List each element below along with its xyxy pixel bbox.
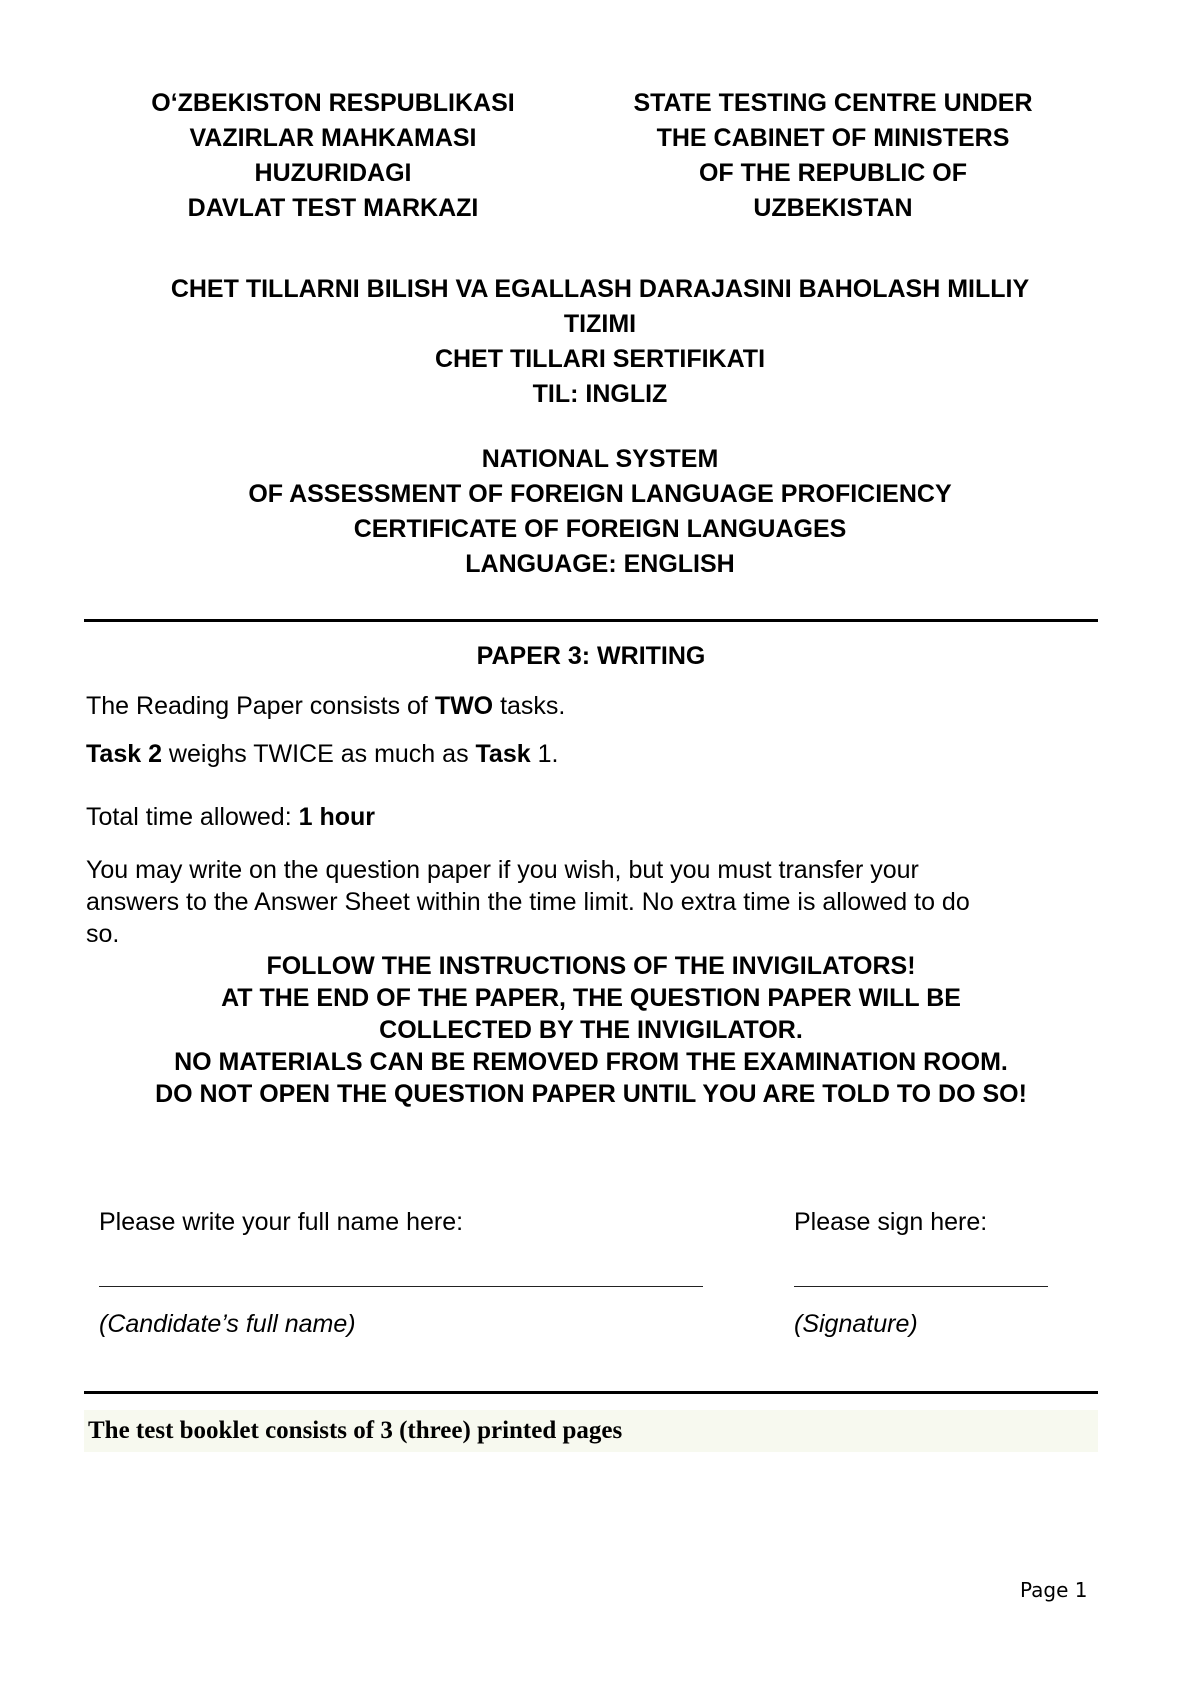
title-line: NATIONAL SYSTEM [481,445,719,473]
transfer-instructions [86,854,1100,950]
header-line: HUZURIDAGI [254,159,412,187]
paragraph-line: so. [86,920,120,948]
full-name-caption: (Candidate’s full name) [99,1310,356,1338]
title-line: CERTIFICATE OF FOREIGN LANGUAGES [353,515,847,543]
header-line: VAZIRLAR MAHKAMASI [189,124,477,152]
header-line: DAVLAT TEST MARKAZI [187,194,479,222]
signature-field[interactable] [794,1264,1048,1287]
warning-line: DO NOT OPEN THE QUESTION PAPER UNTIL YOU ARE TOLD TO DO SO! [155,1080,1027,1108]
note-text: The test booklet consists of 3 (three) printed pages [88,1417,623,1444]
text: tasks. [493,692,566,720]
title-line: CHET TILLARNI BILISH VA EGALLASH DARAJASINI BAHOLASH MILLIY [170,275,1030,303]
task-weight-line [86,738,558,770]
time-allowed-value: 1 hour [298,803,376,831]
tasks-count: TWO [434,692,494,720]
header-line: OF THE REPUBLIC OF [698,159,968,187]
title-line: LANGUAGE: ENGLISH [465,550,735,578]
task-1-label: Task [475,740,531,768]
header-line: STATE TESTING CENTRE UNDER [633,89,1033,117]
warning-line: COLLECTED BY THE INVIGILATOR. [379,1016,803,1044]
header-line: THE CABINET OF MINISTERS [656,124,1010,152]
text: Total time allowed: [86,803,299,831]
text: The Reading Paper consists of [86,692,435,720]
uzbek-certificate-title [80,272,1120,412]
invigilator-warnings [84,950,1098,1110]
tasks-count-line [86,690,565,722]
english-certificate-title [80,442,1120,582]
booklet-pages-note [84,1410,1098,1452]
title-line: OF ASSESSMENT OF FOREIGN LANGUAGE PROFICIENCY [248,480,952,508]
task-2-label: Task 2 [86,740,162,768]
text: weighs TWICE as much as [161,740,476,768]
time-allowed-line [86,801,375,833]
warning-line: AT THE END OF THE PAPER, THE QUESTION PAPER WILL BE [221,984,961,1012]
signature-caption: (Signature) [794,1310,918,1338]
header-line: O‘ZBEKISTON RESPUBLIKASI [151,89,515,117]
divider-bottom [84,1391,1098,1394]
header-english-authority [603,86,1063,226]
paragraph-line: You may write on the question paper if you wish, but you must transfer your [86,856,919,884]
warning-line: NO MATERIALS CAN BE REMOVED FROM THE EXAMINATION ROOM. [174,1048,1008,1076]
title-line: TIZIMI [563,310,637,338]
header-uzbek-authority [103,86,563,226]
header-line: UZBEKISTAN [753,194,913,222]
paper-title: PAPER 3: WRITING [476,642,706,670]
title-line: CHET TILLARI SERTIFIKATI [434,345,766,373]
paragraph-line: answers to the Answer Sheet within the time limit. No extra time is allowed to do [86,888,970,916]
text: 1. [530,740,559,768]
signature-label: Please sign here: [794,1208,988,1236]
full-name-field[interactable] [99,1264,703,1287]
divider-top [84,619,1098,622]
full-name-label: Please write your full name here: [99,1208,464,1236]
title-line: TIL: INGLIZ [532,380,668,408]
warning-line: FOLLOW THE INSTRUCTIONS OF THE INVIGILATORS! [266,952,916,980]
page-number: Page 1 [1020,1578,1088,1602]
